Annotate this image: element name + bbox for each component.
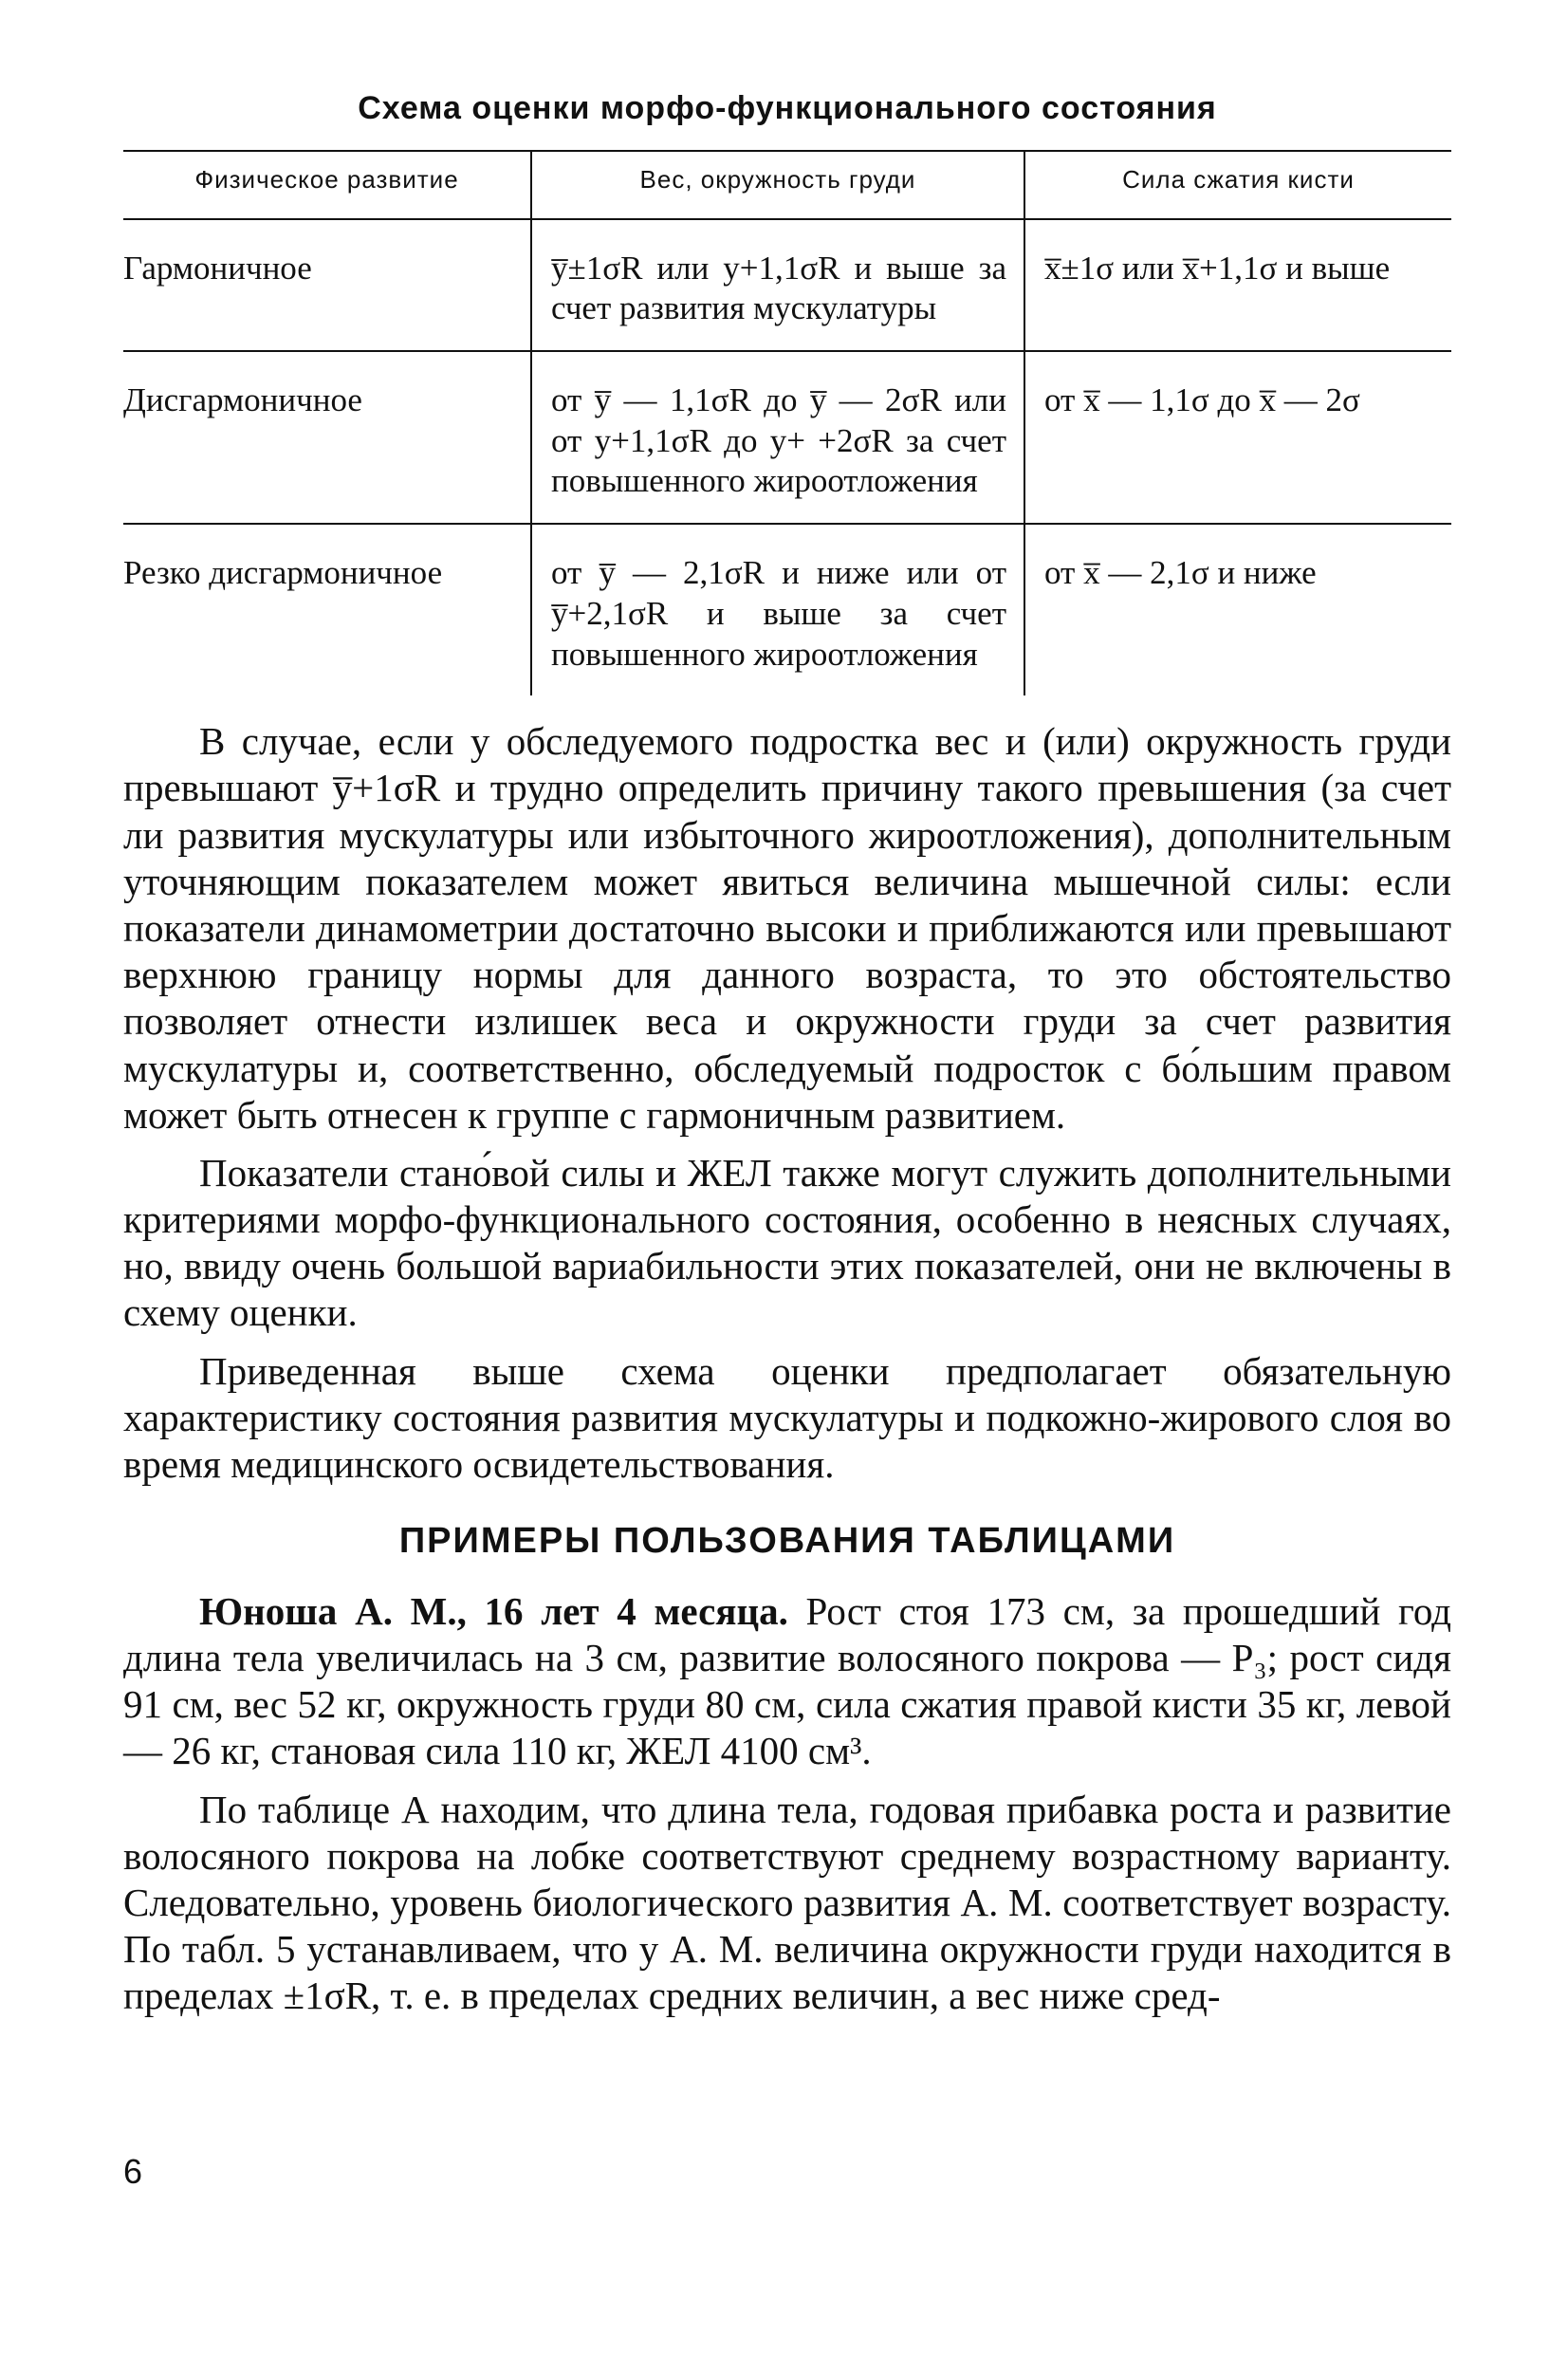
table-row <box>123 524 1451 695</box>
example-text: Рост стоя 173 см, за прошедший год длина тела увеличилась на 3 см, развитие волосяного покрова — P₃; рост сидя 91 см, вес 52 кг, окружность груди 80 см, сила сжатия правой кисти 35 кг, левой — 26 кг, становая сила 110 кг, ЖЕЛ 4100 см³. <box>123 1588 1451 1773</box>
cell-grip: x̅±1σ или x̅+1,1σ и выше <box>1024 219 1451 351</box>
section-heading: ПРИМЕРЫ ПОЛЬЗОВАНИЯ ТАБЛИЦАМИ <box>398 1521 1176 1562</box>
cell-category: Гармоничное <box>123 249 312 287</box>
table-header-row <box>123 151 1451 219</box>
cell-weight-chest: от y̅ — 2,1σR и ниже или от y̅+2,1σR и выше за счет повышенного жироотложения <box>531 524 1024 695</box>
cell-category: Дисгармоничное <box>123 351 531 524</box>
paragraph: Приведенная выше схема оценки предполагает обязательную характеристику состояния развития мускулатуры и подкожно-жирового слоя во время медицинского освидетельствования. <box>123 1348 1451 1487</box>
cell-grip: от x̅ — 2,1σ и ниже <box>1024 524 1451 695</box>
body-text <box>123 718 1451 2019</box>
example-paragraph <box>123 1588 1451 1775</box>
assessment-scheme-table <box>123 150 1451 695</box>
page-content <box>123 90 1451 2031</box>
cell-category: Резко дисгармоничное <box>123 524 531 695</box>
header-physical-development: Физическое развитие <box>123 151 531 219</box>
cell-weight-chest: от y̅ — 1,1σR до y̅ — 2σR или от y+1,1σR до y+ +2σR за счет повышенного жироотложения <box>531 351 1024 524</box>
paragraph: В случае, если у обследуемого подростка вес и (или) окружность груди превышают y̅+1σR и трудно определить причину такого превышения (за счет ли развития мускулатуры или избыточного жироотложения), дополнительным уточняющим показателем может явиться величина мышечной силы: если показатели динамометрии достаточно высоки и приближаются или превышают верхнюю границу нормы для данного возраста, то это обстоятельство позволяет отнести излишек веса и окружности груди за счет развития мускулатуры и, соответственно, обследуемый подросток с бо́льшим правом может быть отнесен к группе с гармоничным развитием. <box>123 719 1451 1137</box>
cell-weight-chest: y̅±1σR или y+1,1σR и выше за счет развития мускулатуры <box>531 219 1024 351</box>
page-number: 6 <box>123 2152 143 2191</box>
table-caption: Схема оценки морфо-функционального состояния <box>358 90 1217 126</box>
header-weight-chest: Вес, окружность груди <box>531 151 1024 219</box>
cell-grip: от x̅ — 1,1σ до x̅ — 2σ <box>1024 351 1451 524</box>
paragraph: Показатели стано́вой силы и ЖЕЛ также могут служить дополнительными критериями морфо-функционального состояния, особенно в неясных случаях, но, ввиду очень большой вариабильности этих показателей, они не включены в схему оценки. <box>123 1150 1451 1335</box>
example-lead: Юноша А. М., 16 лет 4 месяца. <box>199 1588 788 1633</box>
table-row <box>123 351 1451 524</box>
paragraph: По таблице А находим, что длина тела, годовая прибавка роста и развитие волосяного покрова на лобке соответствуют среднему возрастному варианту. Следовательно, уровень биологического развития А. М. соответствует возрасту. По табл. 5 устанавливаем, что у А. М. величина окружности груди находится в пределах ±1σR, т. е. в пределах средних величин, а вес ниже сред- <box>123 1787 1451 2018</box>
table-row <box>123 219 1451 351</box>
header-grip-strength: Сила сжатия кисти <box>1024 151 1451 219</box>
